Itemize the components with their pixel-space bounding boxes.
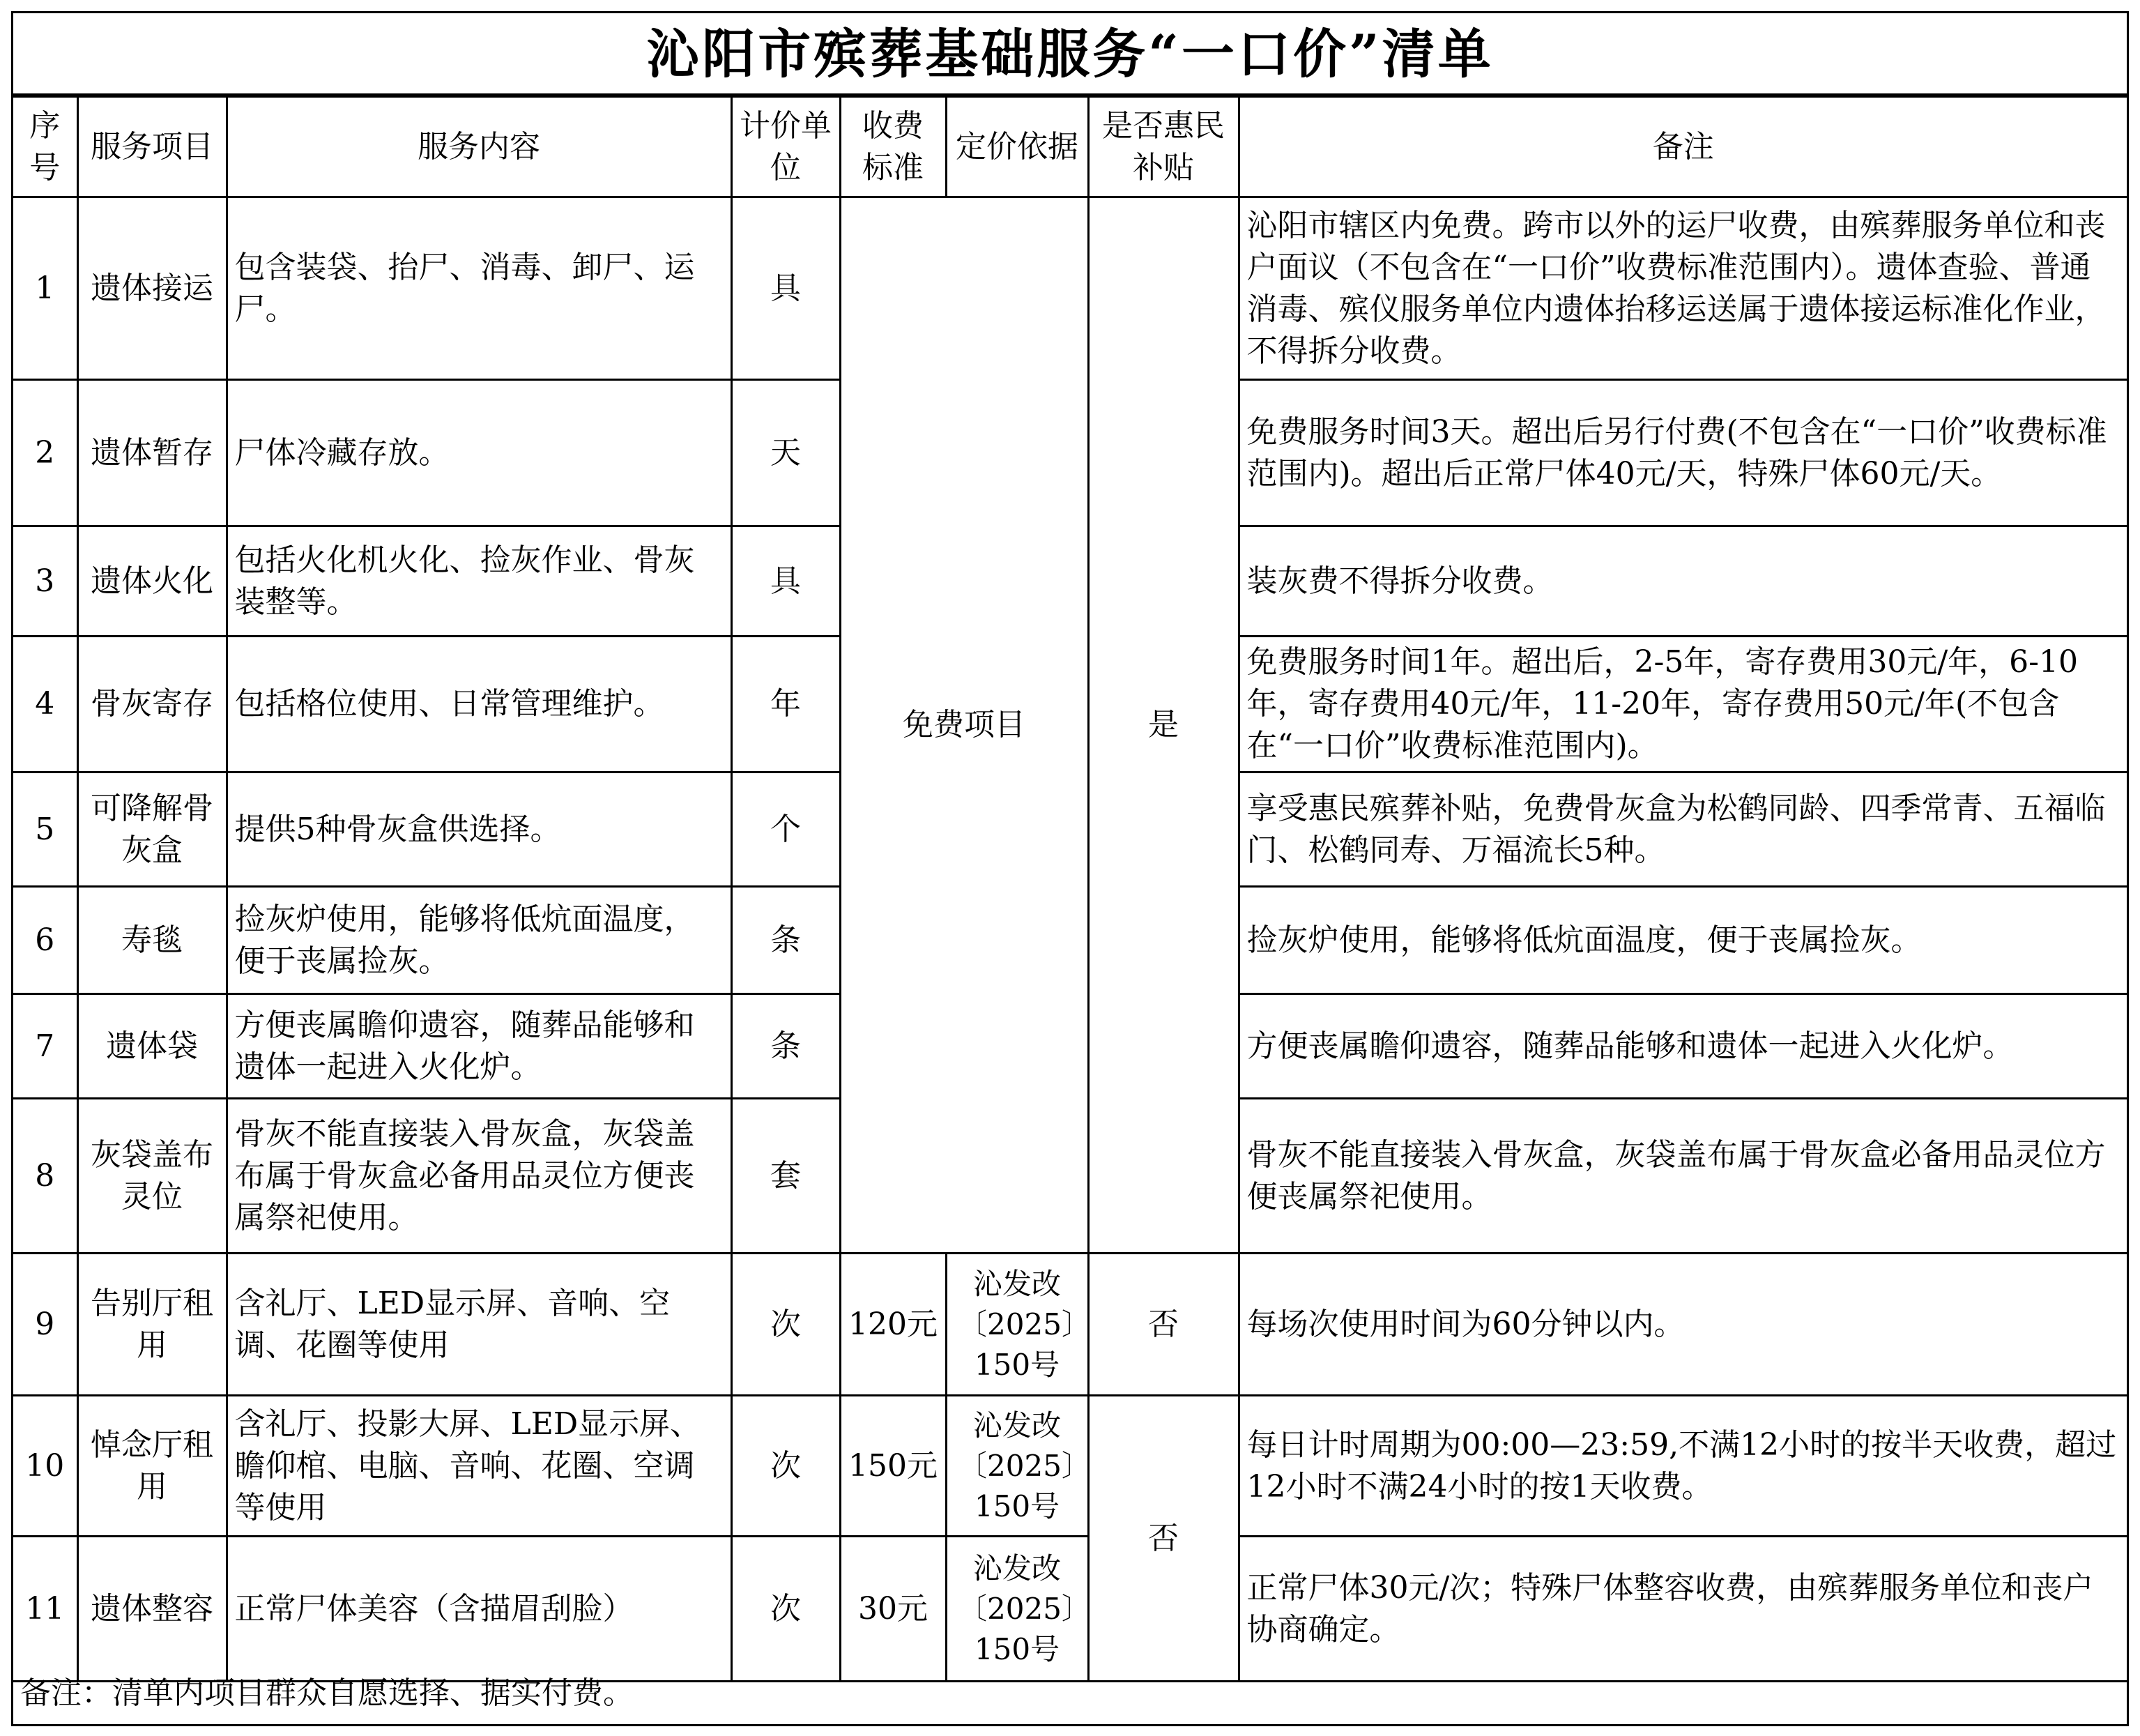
free-items-subsidy: 是 <box>1088 197 1239 1254</box>
table-header-row <box>13 97 2127 197</box>
row-item: 遗体袋 <box>77 994 227 1099</box>
row-content: 提供5种骨灰盒供选择。 <box>227 772 731 887</box>
row-remark: 每日计时周期为00:00—23:59,不满12小时的按半天收费，超过12小时不满24小时的按1天收费。 <box>1239 1396 2127 1537</box>
row-unit: 天 <box>731 380 840 526</box>
row-fee: 120元 <box>840 1254 946 1396</box>
row-remark: 每场次使用时间为60分钟以内。 <box>1239 1254 2127 1396</box>
row-unit: 具 <box>731 526 840 637</box>
row-unit: 次 <box>731 1537 840 1682</box>
row-unit: 套 <box>731 1099 840 1254</box>
row-item: 可降解骨灰盒 <box>77 772 227 887</box>
row-item: 寿毯 <box>77 887 227 994</box>
service-price-table <box>13 96 2127 1682</box>
row-remark: 骨灰不能直接装入骨灰盒，灰袋盖布属于骨灰盒必备用品灵位方便丧属祭祀使用。 <box>1239 1099 2127 1254</box>
header-content: 服务内容 <box>227 97 731 197</box>
row-item: 骨灰寄存 <box>77 637 227 772</box>
row-no: 11 <box>13 1537 77 1682</box>
row-subsidy: 否 <box>1088 1254 1239 1396</box>
row-content: 骨灰不能直接装入骨灰盒，灰袋盖布属于骨灰盒必备用品灵位方便丧属祭祀使用。 <box>227 1099 731 1254</box>
row-unit: 个 <box>731 772 840 887</box>
row-fee: 30元 <box>840 1537 946 1682</box>
row-content: 包括格位使用、日常管理维护。 <box>227 637 731 772</box>
table-row <box>13 1537 2127 1682</box>
row-no: 2 <box>13 380 77 526</box>
row-basis: 沁发改〔2025〕150号 <box>946 1254 1088 1396</box>
row-no: 3 <box>13 526 77 637</box>
row-no: 9 <box>13 1254 77 1396</box>
header-fee: 收费标准 <box>840 97 946 197</box>
row-content: 方便丧属瞻仰遗容，随葬品能够和遗体一起进入火化炉。 <box>227 994 731 1099</box>
row-item: 遗体接运 <box>77 197 227 380</box>
row-no: 1 <box>13 197 77 380</box>
header-no: 序号 <box>13 97 77 197</box>
header-subsidy: 是否惠民补贴 <box>1088 97 1239 197</box>
row-subsidy-merged: 否 <box>1088 1396 1239 1682</box>
table-row <box>13 1396 2127 1537</box>
row-unit: 次 <box>731 1396 840 1537</box>
row-basis: 沁发改〔2025〕150号 <box>946 1537 1088 1682</box>
table-row <box>13 197 2127 380</box>
row-remark: 沁阳市辖区内免费。跨市以外的运尸收费，由殡葬服务单位和丧户面议（不包含在“一口价”收费标准范围内）。遗体查验、普通消毒、殡仪服务单位内遗体抬移运送属于遗体接运标准化作业，不得拆分收费。 <box>1239 197 2127 380</box>
row-content: 捡灰炉使用，能够将低炕面温度，便于丧属捡灰。 <box>227 887 731 994</box>
header-unit: 计价单位 <box>731 97 840 197</box>
row-remark: 方便丧属瞻仰遗容，随葬品能够和遗体一起进入火化炉。 <box>1239 994 2127 1099</box>
row-item: 遗体火化 <box>77 526 227 637</box>
row-remark: 免费服务时间1年。超出后，2-5年，寄存费用30元/年，6-10年，寄存费用40元/年，11-20年，寄存费用50元/年(不包含在“一口价”收费标准范围内)。 <box>1239 637 2127 772</box>
row-no: 5 <box>13 772 77 887</box>
row-content: 含礼厅、投影大屏、LED显示屏、瞻仰棺、电脑、音响、花圈、空调等使用 <box>227 1396 731 1537</box>
row-content: 含礼厅、LED显示屏、音响、空调、花圈等使用 <box>227 1254 731 1396</box>
table-row <box>13 1254 2127 1396</box>
row-no: 7 <box>13 994 77 1099</box>
free-items-fee: 免费项目 <box>840 197 1088 1254</box>
row-remark: 享受惠民殡葬补贴，免费骨灰盒为松鹤同龄、四季常青、五福临门、松鹤同寿、万福流长5种。 <box>1239 772 2127 887</box>
row-item: 灰袋盖布灵位 <box>77 1099 227 1254</box>
row-unit: 具 <box>731 197 840 380</box>
row-no: 4 <box>13 637 77 772</box>
row-remark: 捡灰炉使用，能够将低炕面温度，便于丧属捡灰。 <box>1239 887 2127 994</box>
row-unit: 次 <box>731 1254 840 1396</box>
page-title: 沁阳市殡葬基础服务“一口价”清单 <box>13 13 2127 96</box>
header-remark: 备注 <box>1239 97 2127 197</box>
row-no: 10 <box>13 1396 77 1537</box>
row-content: 包含装袋、抬尸、消毒、卸尸、运尸。 <box>227 197 731 380</box>
header-item: 服务项目 <box>77 97 227 197</box>
row-unit: 条 <box>731 994 840 1099</box>
row-item: 悼念厅租用 <box>77 1396 227 1537</box>
row-remark: 装灰费不得拆分收费。 <box>1239 526 2127 637</box>
row-unit: 条 <box>731 887 840 994</box>
row-remark: 正常尸体30元/次；特殊尸体整容收费，由殡葬服务单位和丧户协商确定。 <box>1239 1537 2127 1682</box>
row-item: 遗体整容 <box>77 1537 227 1682</box>
row-content: 正常尸体美容（含描眉刮脸） <box>227 1537 731 1682</box>
row-no: 8 <box>13 1099 77 1254</box>
row-remark: 免费服务时间3天。超出后另行付费(不包含在“一口价”收费标准范围内)。超出后正常尸体40元/天，特殊尸体60元/天。 <box>1239 380 2127 526</box>
row-item: 告别厅租用 <box>77 1254 227 1396</box>
footer-note: 备注：清单内项目群众自愿选择、据实付费。 <box>20 1675 634 1711</box>
row-unit: 年 <box>731 637 840 772</box>
row-item: 遗体暂存 <box>77 380 227 526</box>
row-basis: 沁发改〔2025〕150号 <box>946 1396 1088 1537</box>
price-list-sheet <box>11 11 2129 1726</box>
header-basis: 定价依据 <box>946 97 1088 197</box>
row-content: 尸体冷藏存放。 <box>227 380 731 526</box>
row-fee: 150元 <box>840 1396 946 1537</box>
row-content: 包括火化机火化、捡灰作业、骨灰装整等。 <box>227 526 731 637</box>
row-no: 6 <box>13 887 77 994</box>
